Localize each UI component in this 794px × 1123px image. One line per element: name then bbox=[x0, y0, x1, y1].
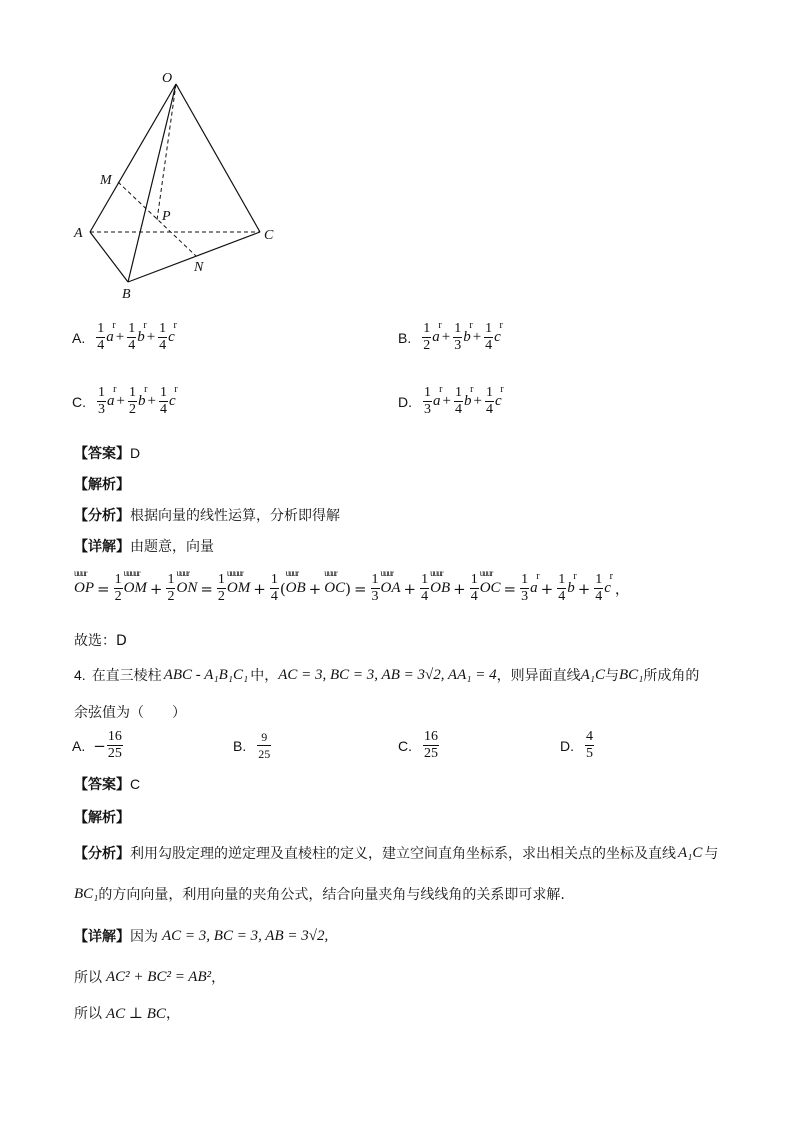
option-den: 5 bbox=[586, 746, 593, 761]
option-num: 9 bbox=[261, 730, 268, 744]
option-num: 16 bbox=[424, 729, 438, 744]
coef-den: 4 bbox=[454, 402, 462, 417]
q3-option-c[interactable]: C. $\frac{1}{3}$ a r + $\frac{1}{2}$ b r + $\frac{1}{4}$ c r bbox=[72, 384, 178, 417]
vec-OB: uuur OB bbox=[285, 568, 306, 596]
question-number: 4. bbox=[74, 667, 86, 683]
coef-den: 4 bbox=[159, 338, 167, 353]
conditions: AC = 3, BC = 3, AB = 3√2, AA₁ = 4 bbox=[278, 666, 497, 683]
label-P: P bbox=[162, 209, 171, 224]
option-letter: C. bbox=[72, 393, 86, 410]
option-letter: A. bbox=[72, 329, 86, 346]
edge-AB bbox=[90, 232, 128, 282]
q4-option-d[interactable] bbox=[560, 730, 595, 761]
xiangjie-label: 【详解】 bbox=[74, 539, 130, 555]
fenxi-label: 【分析】 bbox=[74, 846, 130, 862]
q4-analysis-heading: 【解析】 bbox=[74, 810, 130, 826]
vector-a: a r bbox=[433, 384, 443, 409]
line-BC1: BC₁ bbox=[619, 666, 644, 683]
vector-a: a r bbox=[106, 320, 116, 345]
fenxi-text: 根据向量的线性运算，分析即得解 bbox=[130, 508, 340, 524]
q4-answer bbox=[74, 774, 140, 794]
coef-num: 1 bbox=[128, 385, 136, 400]
q4-option-b[interactable] bbox=[233, 730, 272, 761]
vec-OM: uuuur OM bbox=[123, 568, 147, 596]
q4-option-c[interactable] bbox=[398, 730, 440, 761]
q3-option-d[interactable]: D. $\frac{1}{3}$ a r + $\frac{1}{4}$ b r + $\frac{1}{4}$ c r bbox=[398, 384, 504, 417]
coef-num: 1 bbox=[97, 321, 105, 336]
q3-fenxi bbox=[74, 505, 340, 525]
answer-label: 【答案】 bbox=[74, 446, 130, 462]
answer-value: C bbox=[130, 776, 141, 792]
coef-num: 1 bbox=[159, 321, 167, 336]
coef-den: 2 bbox=[423, 338, 431, 353]
answer-value: D bbox=[130, 445, 141, 461]
label-B: B bbox=[122, 287, 131, 302]
label-A: A bbox=[74, 226, 83, 241]
vec-OA: uuur OA bbox=[380, 568, 401, 596]
q4-fenxi-line1: 【分析】 利用勾股定理的逆定理及直棱柱的定义，建立空间直角坐标系，求出相关点的坐标及直线 A₁C 与 bbox=[74, 844, 719, 862]
vector-c: c r bbox=[494, 320, 503, 345]
q3-answer bbox=[74, 443, 140, 463]
answer-label: 【答案】 bbox=[74, 777, 130, 793]
q3-option-b[interactable]: B. $\frac{1}{2}$ a r + $\frac{1}{3}$ b r + $\frac{1}{4}$ c r bbox=[398, 320, 503, 353]
q4-fenxi-line2: BC₁ 的方向向量，利用向量的夹角公式，结合向量夹角与线线角的关系即可求解. bbox=[74, 885, 565, 903]
vec-ON: uuur ON bbox=[176, 568, 198, 596]
edge-OB bbox=[128, 84, 176, 282]
option-num: 16 bbox=[107, 729, 122, 744]
vec-OP: uuur OP bbox=[74, 568, 94, 596]
coef-den: 4 bbox=[485, 338, 493, 353]
q4-stem-line2: 余弦值为（ ） bbox=[74, 705, 186, 721]
fenxi-label: 【分析】 bbox=[74, 508, 130, 524]
label-N: N bbox=[194, 260, 204, 275]
xiangjie-label: 【详解】 bbox=[74, 929, 130, 945]
coef-den: 4 bbox=[485, 402, 493, 417]
label-O: O bbox=[162, 71, 173, 86]
q3-analysis-heading: 【解析】 bbox=[74, 477, 130, 493]
option-den: 25 bbox=[424, 746, 438, 761]
coef-num: 1 bbox=[159, 385, 167, 400]
coef-num: 1 bbox=[98, 385, 105, 400]
coef-den: 4 bbox=[159, 402, 167, 417]
vector-a: a r bbox=[432, 320, 442, 345]
vector-b: b r bbox=[137, 320, 147, 345]
line-A1C: A₁C bbox=[580, 666, 605, 683]
coef-num: 1 bbox=[454, 321, 462, 336]
option-letter: B. bbox=[398, 329, 412, 346]
vector-b: b r bbox=[463, 320, 473, 345]
vec-OC: uuur OC bbox=[324, 568, 346, 596]
vector-c: c r bbox=[168, 384, 178, 409]
xiangjie-text: 由题意，向量 bbox=[130, 539, 214, 555]
label-C: C bbox=[264, 228, 274, 243]
q3-option-a[interactable]: A. $\frac{1}{4}$ a r + $\frac{1}{4}$ b r + $\frac{1}{4}$ c r bbox=[72, 320, 177, 353]
vec-OM-2: uuuur OM bbox=[226, 568, 251, 596]
coef-num: 1 bbox=[485, 321, 493, 336]
q4-step2: 所以 AC ⊥ BC ， bbox=[74, 1005, 180, 1022]
q4-option-a[interactable] bbox=[72, 730, 124, 761]
vector-c: c r bbox=[168, 320, 177, 345]
coef-num: 1 bbox=[423, 321, 431, 336]
coef-num: 1 bbox=[485, 385, 493, 400]
label-M: M bbox=[100, 173, 112, 188]
q4-step1: 所以 AC² + BC² = AB² ， bbox=[74, 968, 226, 986]
edge-OC bbox=[176, 84, 260, 232]
coef-num: 1 bbox=[454, 385, 462, 400]
coef-num: 1 bbox=[424, 385, 431, 400]
coef-den: 3 bbox=[454, 338, 462, 353]
coef-den: 4 bbox=[128, 338, 136, 353]
vec-OC-2: uuur OC bbox=[479, 568, 501, 596]
option-letter: D. bbox=[560, 737, 574, 754]
vector-b: b r bbox=[463, 384, 474, 409]
coef-num: 1 bbox=[128, 321, 136, 336]
coef-den: 4 bbox=[97, 338, 105, 353]
option-sign: − bbox=[93, 736, 106, 755]
option-den: 25 bbox=[258, 747, 271, 761]
vec-OB-2: uuur OB bbox=[430, 568, 451, 596]
option-letter: A. bbox=[72, 737, 86, 754]
q4-stem: 4. 在直三棱柱 ABC - A₁B₁C₁ 中， AC = 3, BC = 3, AB = 3√2, AA₁ = 4 ，则异面直线 A₁C 与 BC₁ 所成角的 bbox=[74, 666, 700, 684]
vector-b: b r bbox=[137, 384, 148, 409]
vector-c: c r bbox=[494, 384, 504, 409]
q3-xiangjie bbox=[74, 536, 214, 556]
fenxi-text: 利用勾股定理的逆定理及直棱柱的定义，建立空间直角坐标系，求出相关点的坐标及直线 bbox=[130, 846, 676, 862]
option-den: 25 bbox=[107, 746, 122, 761]
coef-den: 2 bbox=[128, 402, 136, 417]
option-letter: D. bbox=[398, 393, 412, 410]
tetrahedron-figure bbox=[60, 60, 290, 310]
option-letter: C. bbox=[398, 737, 412, 754]
q3-equation: uuur OP = $\frac{1}{2}$ uuuur OM + $\frac{1}{2}$ uuur ON = $\frac{1}{2}$ uuuur OM + $\frac{1}{4}$ ( uuur OB + uuur OC ) = $\frac{1}{3}$ uuur OA + $\frac{1}{4}$ uuur OB + $\frac{1}{4}$ uuur OC = $\frac{1}{3}$ a r + $\frac{1}{4}$ b r + $\frac{1}{4}$ c r ， bbox=[74, 568, 629, 604]
option-letter: B. bbox=[233, 737, 247, 754]
q4-xiangjie: 【详解】 因为 AC = 3, BC = 3, AB = 3√2, bbox=[74, 927, 329, 945]
q3-conclusion: 故选：D bbox=[74, 633, 127, 649]
coef-den: 3 bbox=[98, 402, 105, 417]
option-num: 4 bbox=[586, 729, 593, 744]
coef-den: 3 bbox=[424, 402, 431, 417]
vector-a: a r bbox=[107, 384, 117, 409]
prism-name: ABC - A₁B₁C₁ bbox=[163, 666, 249, 683]
